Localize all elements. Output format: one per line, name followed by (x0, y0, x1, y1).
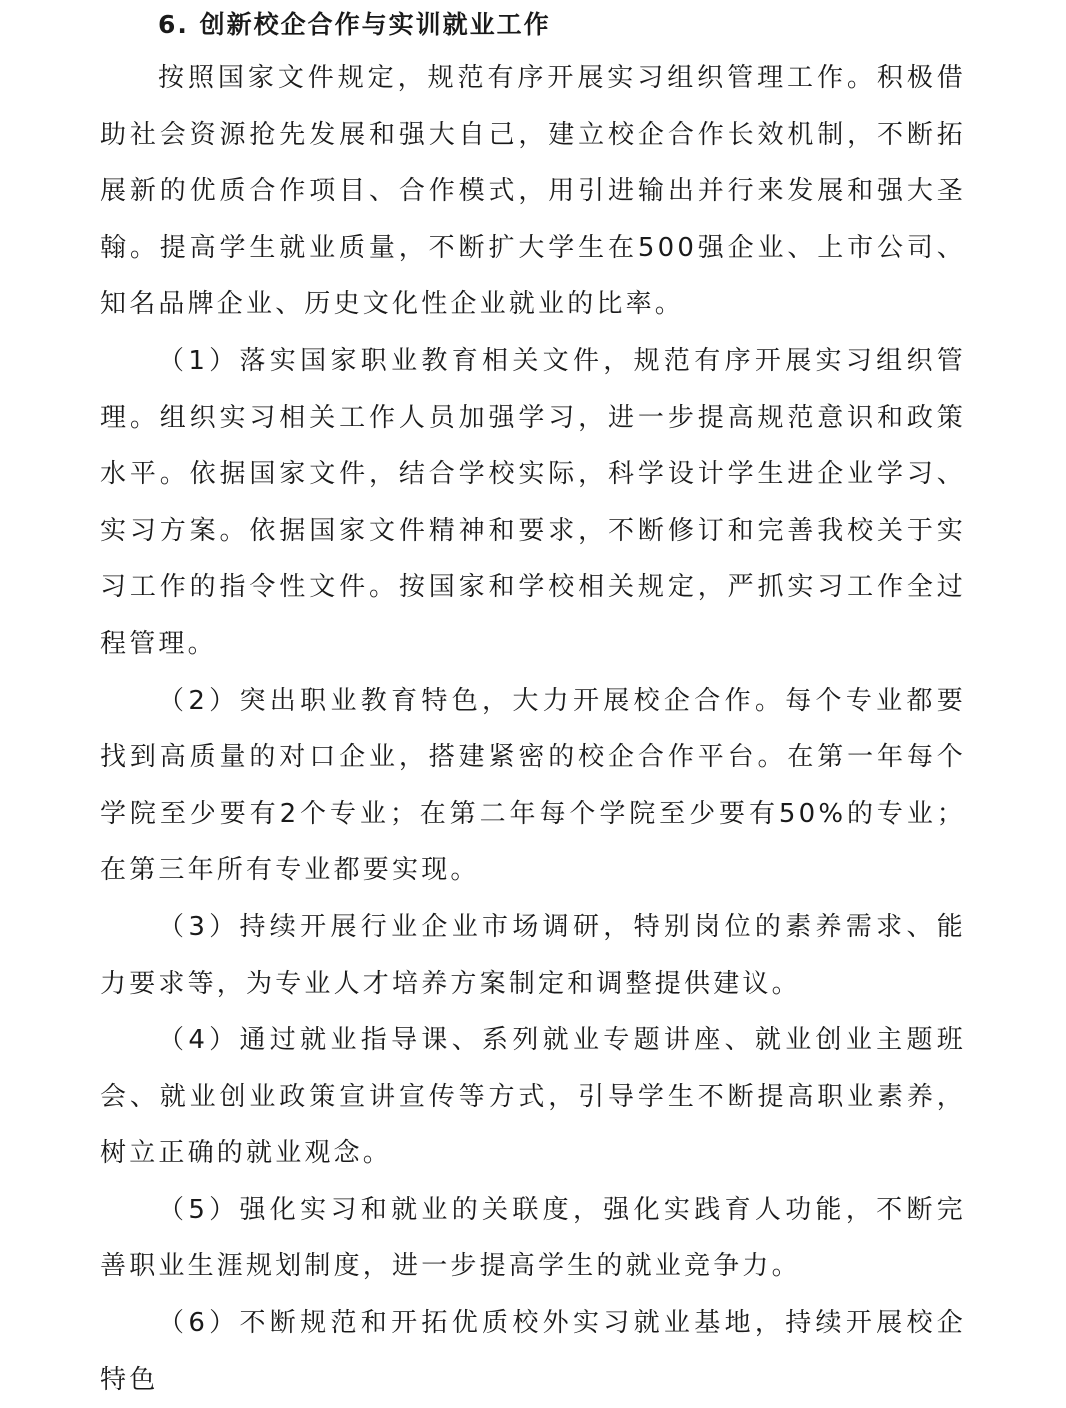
item-4-paragraph: （4）通过就业指导课、系列就业专题讲座、就业创业主题班会、就业创业政策宣讲宣传等方式，引导学生不断提高职业素养，树立正确的就业观念。 (100, 1025, 966, 1169)
item-3-paragraph: （3）持续开展行业企业市场调研，特别岗位的素养需求、能力要求等，为专业人才培养方案制定和调整提供建议。 (100, 911, 966, 999)
item-2-paragraph: （2）突出职业教育特色，大力开展校企合作。每个专业都要找到高质量的对口企业，搭建紧密的校企合作平台。在第一年每个学院至少要有2个专业；在第二年每个学院至少要有50%的专业；在第三年所有专业都要实现。 (100, 685, 966, 886)
intro-paragraph: 按照国家文件规定，规范有序开展实习组织管理工作。积极借助社会资源抢先发展和强大自己，建立校企合作长效机制，不断拓展新的优质合作项目、合作模式，用引进输出并行来发展和强大圣翰。提高学生就业质量，不断扩大学生在500强企业、上市公司、知名品牌企业、历史文化性企业就业的比率。 (100, 63, 966, 320)
section-heading: 6. 创新校企合作与实训就业工作 (158, 10, 551, 39)
item-6-paragraph: （6）不断规范和开拓优质校外实习就业基地，持续开展校企特色 (100, 1308, 966, 1395)
document-page (100, 0, 966, 1408)
item-1-paragraph: （1）落实国家职业教育相关文件，规范有序开展实习组织管理。组织实习相关工作人员加强学习，进一步提高规范意识和政策水平。依据国家文件，结合学校实际，科学设计学生进企业学习、实习方案。依据国家文件精神和要求，不断修订和完善我校关于实习工作的指令性文件。按国家和学校相关规定，严抓实习工作全过程管理。 (100, 345, 966, 659)
item-5-paragraph: （5）强化实习和就业的关联度，强化实践育人功能，不断完善职业生涯规划制度，进一步提高学生的就业竞争力。 (100, 1194, 966, 1282)
